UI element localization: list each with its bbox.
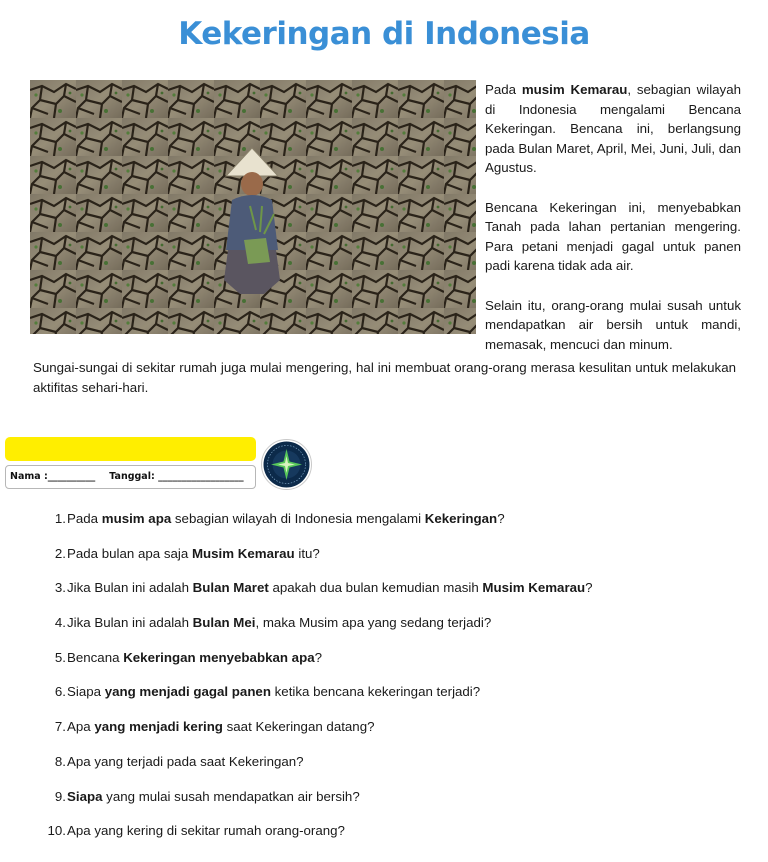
text-run: ?: [314, 649, 322, 665]
question-item: [40, 510, 740, 545]
bold-text: Siapa: [67, 788, 103, 804]
question-list: [40, 510, 740, 857]
text-run: Jika Bulan ini adalah: [67, 580, 193, 596]
tanggal-field[interactable]: __________________: [158, 471, 244, 482]
tanggal-label: Tanggal:: [109, 471, 155, 482]
text-run: Pada: [485, 82, 522, 97]
text-run: apakah dua bulan kemudian masih: [268, 580, 483, 596]
question-item: [40, 649, 740, 684]
name-date-box: [5, 465, 256, 489]
bold-text: Kekeringan: [424, 511, 498, 526]
paragraph-4: Sungai-sungai di sekitar rumah juga mulai mengering, hal ini membuat orang-orang merasa kesulitan untuk melakukan aktifitas sehari-hari.: [33, 360, 736, 395]
text-run: , sebagian wilayah di Indonesia mengalami Bencana Kekeringan. Bencana ini, berlangsung pada Bulan Maret, April, Mei, Juni, Juli, dan Agustus.: [485, 82, 741, 176]
paragraph-3: Selain itu, orang-orang mulai susah untuk mendapatkan air bersih untuk mandi, memasak, mencuci dan minum.: [485, 297, 741, 352]
question-item: [40, 788, 740, 823]
text-run: Siapa: [67, 684, 105, 700]
text-run: Bencana: [67, 649, 124, 665]
paragraph-2: Bencana Kekeringan ini, menyebabkan Tanah pada lahan pertanian mengering. Para petani menjadi gagal untuk panen padi karena tidak ada air.: [485, 199, 741, 274]
question-number: 9.: [54, 788, 66, 804]
text-run: saat Kekeringan datang?: [222, 719, 375, 735]
question-item: [40, 579, 740, 614]
text-run: Pada: [67, 511, 102, 526]
text-run: ?: [585, 580, 593, 596]
text-run: ketika bencana kekeringan terjadi?: [270, 684, 481, 700]
question-number: 10.: [47, 823, 66, 839]
paragraph-1: [485, 80, 741, 178]
text-run: Apa: [67, 719, 95, 735]
bold-text: Bulan Mei: [192, 615, 256, 631]
bold-text: yang menjadi kering: [94, 719, 223, 735]
question-item: [40, 683, 740, 718]
bold-text: Bulan Maret: [192, 580, 269, 596]
nama-label: Nama :: [10, 471, 48, 482]
intro-text-column: [485, 80, 741, 354]
question-item: [40, 614, 740, 649]
drought-farmer-photo: [30, 80, 476, 334]
school-star-seal-icon: [259, 437, 314, 492]
question-item: [40, 753, 740, 788]
bold-text: Musim Kemarau: [482, 580, 586, 596]
text-run: Pada bulan apa saja: [67, 545, 192, 561]
highlight-header-bar: [5, 437, 256, 461]
text-run: Apa yang kering di sekitar rumah orang-orang?: [67, 823, 345, 839]
bold-text: musim Kemarau: [521, 82, 628, 97]
question-item: [40, 545, 740, 580]
question-number: 2.: [54, 545, 66, 561]
page-title: Kekeringan di Indonesia: [178, 16, 590, 52]
question-item: [40, 822, 740, 857]
text-run: Jika Bulan ini adalah: [67, 615, 193, 631]
bold-text: yang menjadi gagal panen: [104, 684, 271, 700]
text-run: sebagian wilayah di Indonesia mengalami: [171, 511, 425, 526]
text-run: , maka Musim apa yang sedang terjadi?: [255, 615, 492, 631]
question-number: 3.: [54, 580, 66, 596]
question-number: 7.: [54, 719, 66, 735]
bold-text: Musim Kemarau: [191, 545, 295, 561]
question-number: 6.: [54, 684, 66, 700]
text-run: Apa yang terjadi pada saat Kekeringan?: [67, 753, 304, 769]
question-number: 5.: [54, 649, 66, 665]
question-number: 4.: [54, 615, 66, 631]
question-number: 8.: [54, 753, 66, 769]
text-run: ?: [497, 511, 505, 526]
question-item: [40, 718, 740, 753]
bold-text: musim apa: [101, 511, 172, 526]
nama-field[interactable]: __________: [47, 471, 96, 482]
text-run: yang mulai susah mendapatkan air bersih?: [102, 788, 360, 804]
text-run: itu?: [294, 545, 320, 561]
bold-text: Kekeringan menyebabkan apa: [123, 649, 315, 665]
question-number: 1.: [54, 511, 66, 526]
